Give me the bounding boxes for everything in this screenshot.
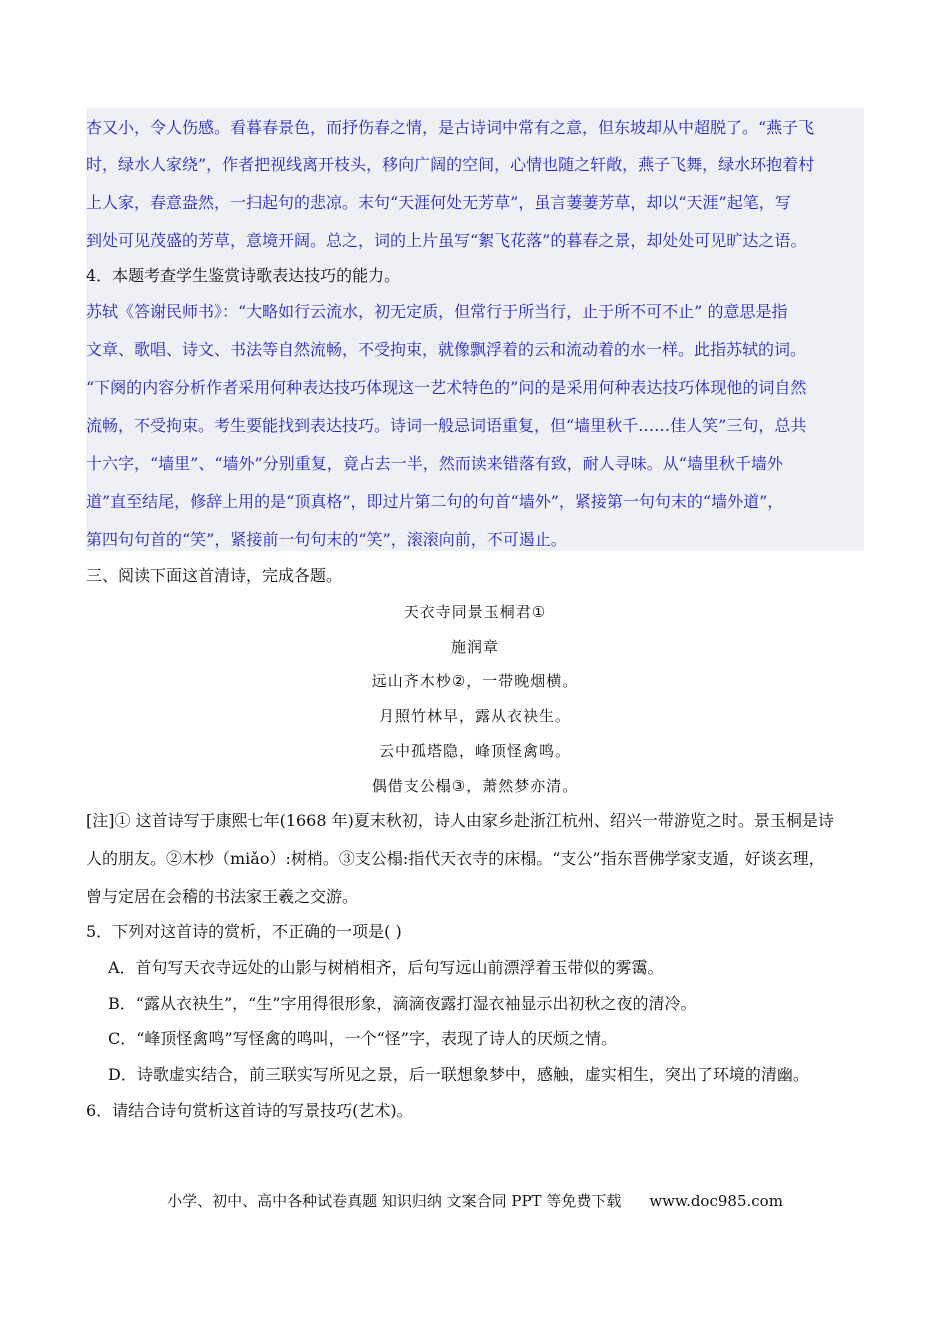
q5-option-a: A．首句写天衣寺远处的山影与树梢相齐，后句写远山前漂浮着玉带似的雾霭。	[108, 958, 664, 977]
section-heading: 三、阅读下面这首清诗，完成各题。	[86, 566, 343, 585]
q4-line: 十六字，“墙里”、“墙外”分别重复，竟占去一半，然而读来错落有致，耐人寻味。从“墙里秋千墙外	[86, 454, 783, 473]
analysis-line: 上人家，春意盎然，一扫起句的悲凉。末句“天涯何处无芳草”，虽言萋萋芳草，却以“天涯”起笔，写	[86, 193, 791, 212]
poem-note: 曾与定居在会稽的书法家王羲之交游。	[86, 887, 359, 906]
q4-line: 文章、歌唱、诗文、书法等自然流畅，不受拘束，就像飘浮着的云和流动着的水一样。此指苏轼的词。	[86, 340, 807, 359]
footer-text: 小学、初中、高中各种试卷真题 知识归纳 文案合同 PPT 等免费下载	[167, 1192, 622, 1210]
q4-line: 第四句句首的“笑”，紧接前一句句末的“笑”，滚滚向前，不可遏止。	[86, 530, 567, 549]
poem-line: 远山齐木杪②，一带晚烟横。	[371, 672, 579, 690]
poem-line: 云中孤塔隐，峰顶怪禽鸣。	[378, 742, 571, 760]
q4-line: 道”直至结尾，修辞上用的是“顶真格”，即过片第二句的句首“墙外”，紧接第一句句末的“墙外道”，	[86, 492, 784, 511]
q4-line: 流畅，不受拘束。考生要能找到表达技巧。诗词一般忌词语重复，但“墙里秋千……佳人笑”三句，总共	[86, 416, 807, 435]
poem-title: 天衣寺同景玉桐君①	[403, 603, 547, 621]
q6-stem: 6．请结合诗句赏析这首诗的写景技巧(艺术)。	[86, 1101, 413, 1120]
q4-heading: 4．本题考查学生鉴赏诗歌表达技巧的能力。	[86, 266, 401, 285]
q4-line: 苏轼《答谢民师书》：“大略如行云流水，初无定质，但常行于所当行，止于所不可不止” 的意思是指	[86, 302, 788, 321]
footer-url[interactable]: www.doc985.com	[649, 1192, 783, 1210]
q5-option-b: B．“露从衣袂生”，“生”字用得很形象，滴滴夜露打湿衣袖显示出初秋之夜的清冷。	[108, 994, 697, 1013]
analysis-line: 时，绿水人家绕”，作者把视线离开枝头，移向广阔的空间，心情也随之轩敞，燕子飞舞，绿水环抱着村	[86, 155, 815, 174]
poem-line: 月照竹林早，露从衣袂生。	[378, 707, 571, 725]
page-footer	[0, 1191, 950, 1211]
poem-note: 人的朋友。②木杪（miǎo）:树梢。③支公榻:指代天衣寺的床榻。“支公”指东晋佛学家支遁，好谈玄理，	[86, 849, 825, 868]
q5-stem: 5．下列对这首诗的赏析，不正确的一项是( )	[86, 922, 402, 941]
analysis-line: 杏又小，令人伤感。看暮春景色，而抒伤春之情，是古诗词中常有之意，但东坡却从中超脱了。“燕子飞	[86, 118, 815, 137]
analysis-line: 到处可见茂盛的芳草，意境开阔。总之，词的上片虽写“絮飞花落”的暮春之景，却处处可见旷达之语。	[86, 231, 807, 250]
q5-option-c: C．“峰顶怪禽鸣”写怪禽的鸣叫，一个“怪”字，表现了诗人的厌烦之情。	[108, 1029, 617, 1048]
poem-line: 偶借支公榻③，萧然梦亦清。	[371, 777, 579, 795]
q4-line: “下阕的内容分析作者采用何种表达技巧体现这一艺术特色的”问的是采用何种表达技巧体现他的词自然	[86, 378, 807, 397]
poem-author: 施润章	[450, 638, 499, 656]
poem-note: [注]① 这首诗写于康熙七年(1668 年)夏末秋初，诗人由家乡赴浙江杭州、绍兴一带游览之时。景玉桐是诗	[86, 811, 834, 830]
q5-option-d: D．诗歌虚实结合，前三联实写所见之景，后一联想象梦中，感触，虚实相生，突出了环境的清幽。	[108, 1065, 809, 1084]
